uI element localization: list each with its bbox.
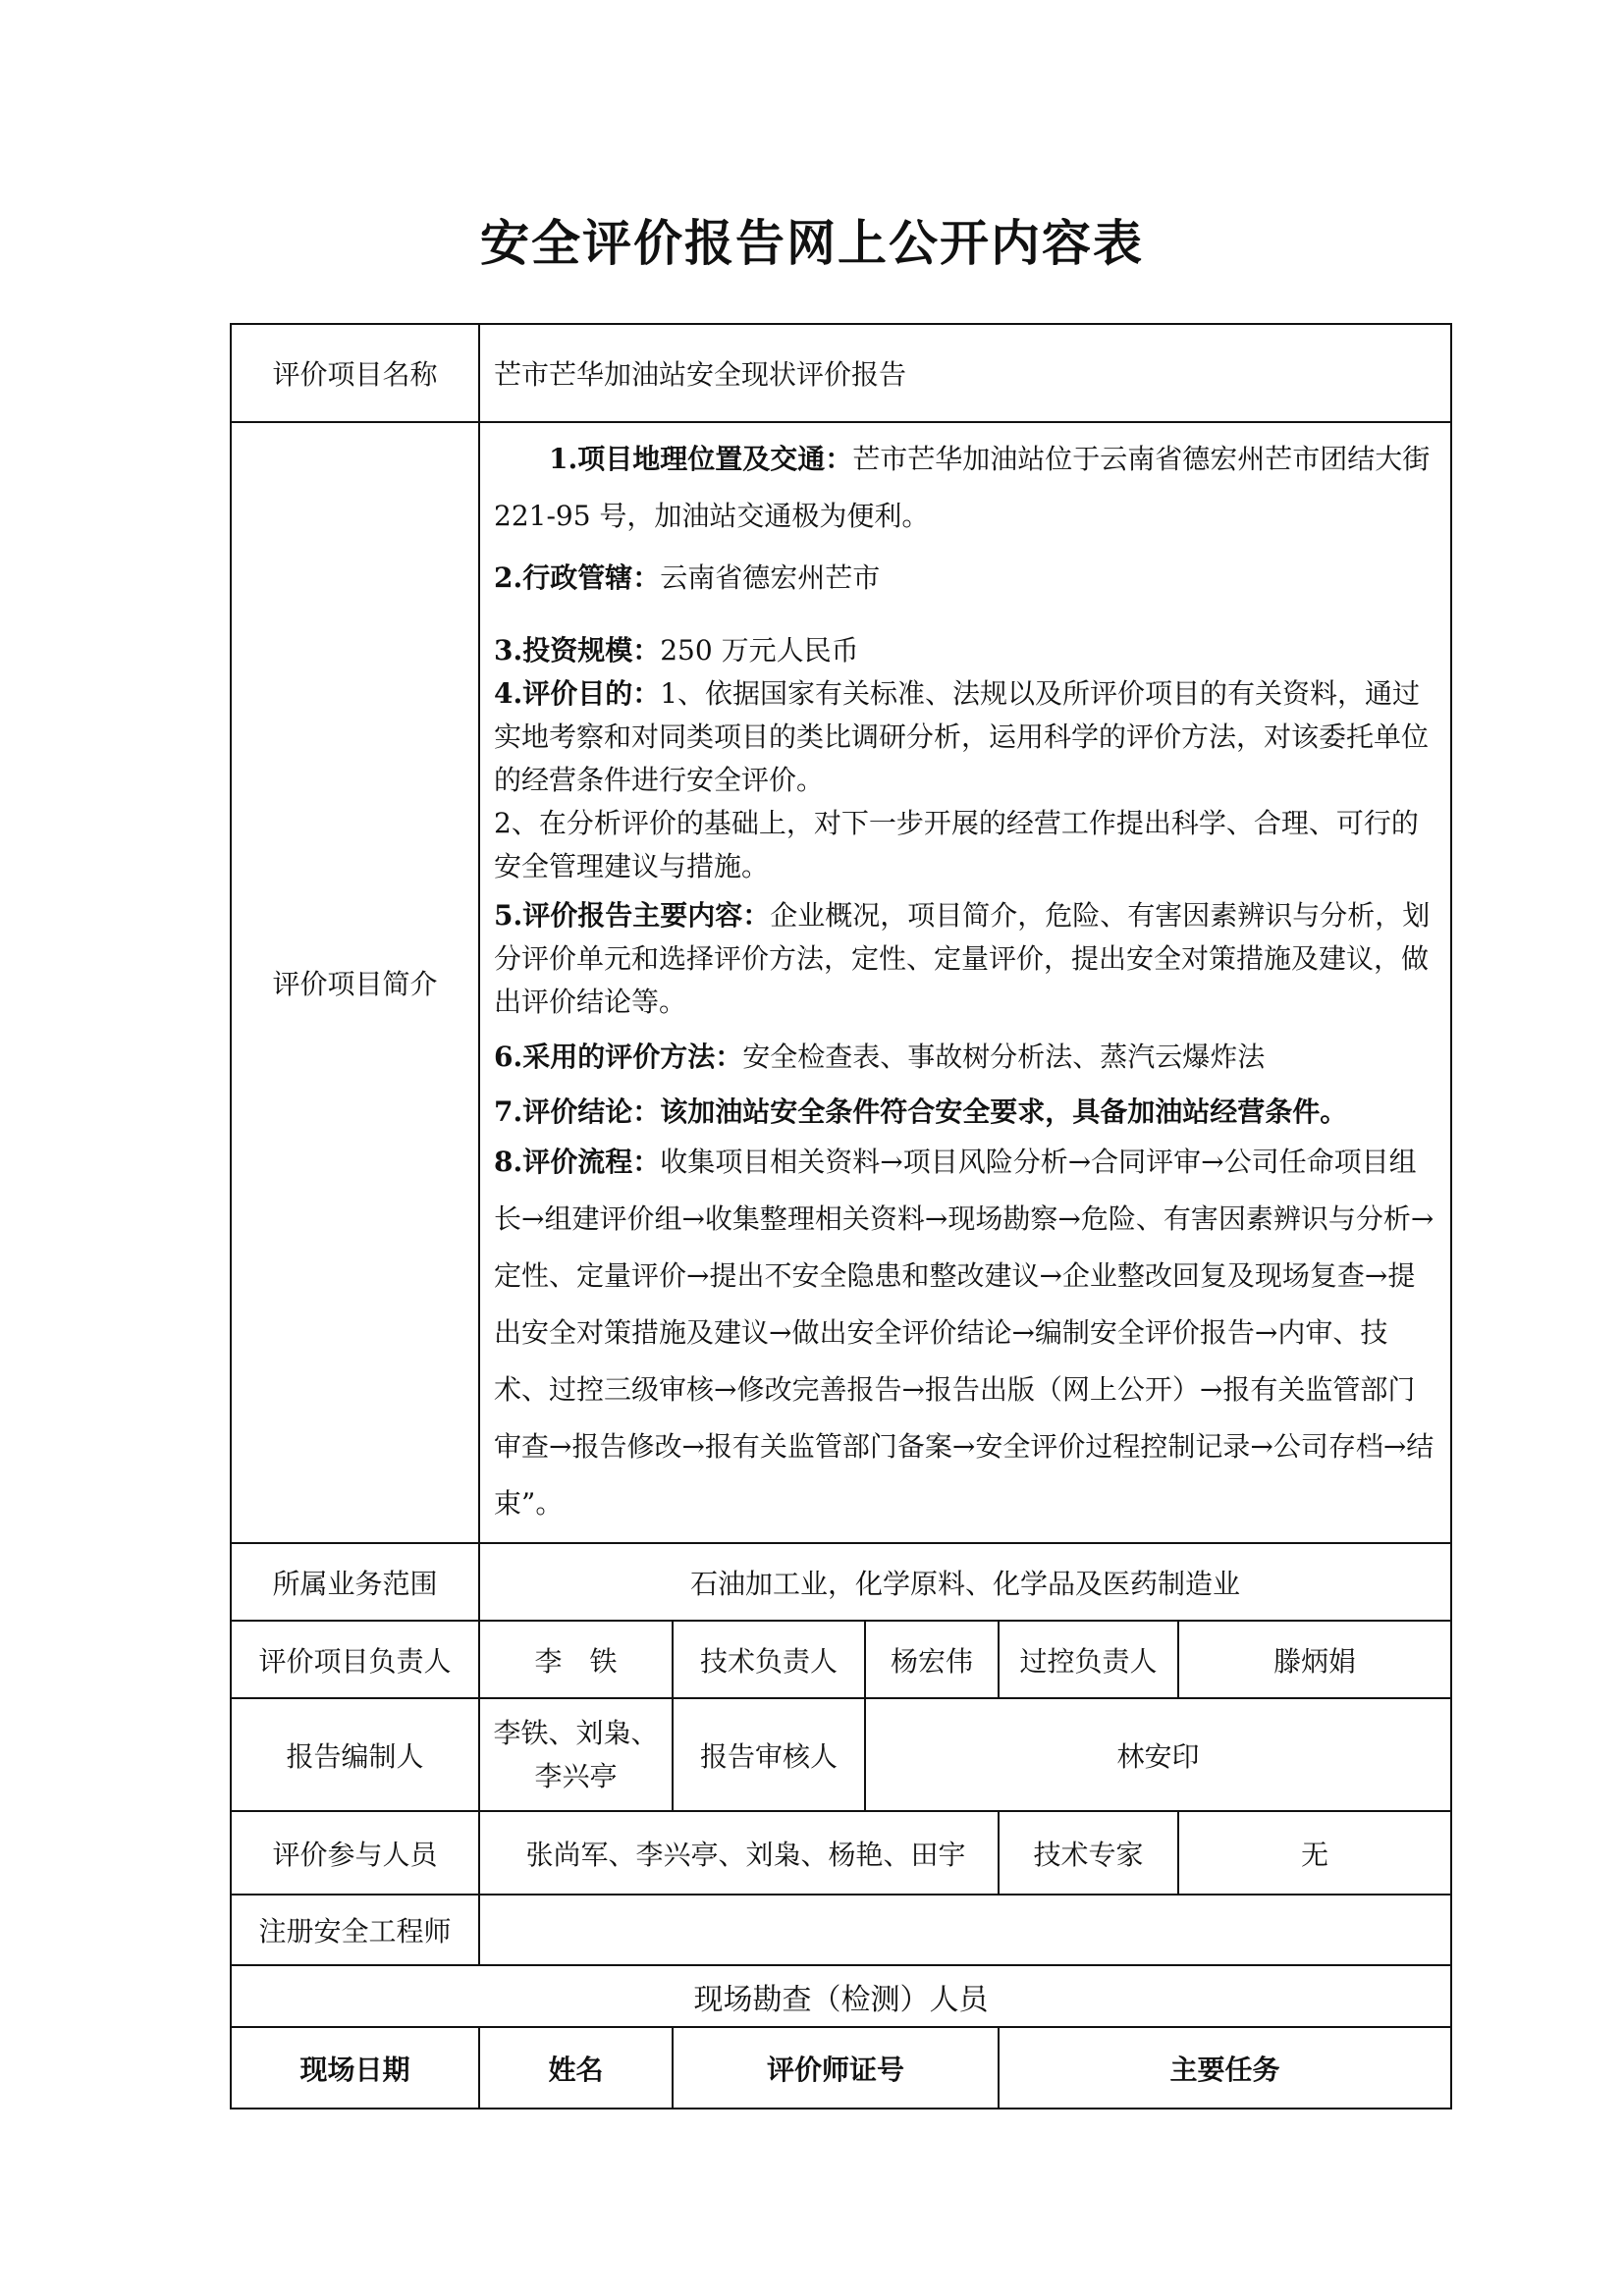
intro-p7-text: 该加油站安全条件符合安全要求，具备加油站经营条件。 xyxy=(660,1095,1348,1128)
disclosure-table xyxy=(230,323,1452,2109)
intro-p2-head: 2.行政管辖： xyxy=(494,561,661,594)
engineer-value xyxy=(479,1895,1451,1965)
table-row xyxy=(231,1543,1451,1621)
table-row xyxy=(231,1621,1451,1698)
intro-p5-text: 企业概况，项目简介，危险、有害因素辨识与分析，划分评价单元和选择评价方法，定性、定量评价，提出安全对策措施及建议，做出评价结论等。 xyxy=(494,899,1431,1018)
compiler-label: 报告编制人 xyxy=(231,1698,479,1811)
intro-p3-head: 3.投资规模： xyxy=(494,634,661,667)
compiler-value: 李铁、刘枭、李兴亭 xyxy=(479,1698,673,1811)
participants-value: 张尚军、李兴亭、刘枭、杨艳、田宇 xyxy=(479,1811,999,1895)
project-name-label: 评价项目名称 xyxy=(231,324,479,422)
survey-header-date: 现场日期 xyxy=(231,2027,479,2109)
expert-value: 无 xyxy=(1178,1811,1451,1895)
reviewer-value: 林安印 xyxy=(865,1698,1451,1811)
intro-p1-head: 1.项目地理位置及交通： xyxy=(549,443,853,475)
engineer-label: 注册安全工程师 xyxy=(231,1895,479,1965)
intro-p6-head: 6.采用的评价方法： xyxy=(494,1041,743,1073)
disclosure-table-container xyxy=(230,323,1450,2109)
process-control-label: 过控负责人 xyxy=(999,1621,1178,1698)
participants-label: 评价参与人员 xyxy=(231,1811,479,1895)
table-row xyxy=(231,324,1451,422)
table-row xyxy=(231,1965,1451,2027)
reviewer-label: 报告审核人 xyxy=(673,1698,865,1811)
table-row xyxy=(231,1811,1451,1895)
survey-section-title: 现场勘查（检测）人员 xyxy=(231,1965,1451,2027)
survey-header-name: 姓名 xyxy=(479,2027,673,2109)
survey-header-row xyxy=(231,2027,1451,2109)
intro-p4b-text: 2、在分析评价的基础上，对下一步开展的经营工作提出科学、合理、可行的安全管理建议与措施。 xyxy=(494,807,1419,882)
intro-p8-head: 8.评价流程： xyxy=(494,1146,661,1178)
tech-leader-value: 杨宏伟 xyxy=(865,1621,999,1698)
survey-header-cert: 评价师证号 xyxy=(673,2027,999,2109)
process-control-value: 滕炳娟 xyxy=(1178,1621,1451,1698)
intro-p4-text: 1、依据国家有关标准、法规以及所评价项目的有关资料，通过实地考察和对同类项目的类比调研分析，运用科学的评价方法，对该委托单位的经营条件进行安全评价。 xyxy=(494,677,1430,796)
intro-label: 评价项目简介 xyxy=(231,422,479,1543)
tech-leader-label: 技术负责人 xyxy=(673,1621,865,1698)
intro-content xyxy=(479,422,1451,1543)
intro-p5-head: 5.评价报告主要内容： xyxy=(494,899,771,932)
table-row xyxy=(231,1895,1451,1965)
intro-p4-head: 4.评价目的： xyxy=(494,677,661,710)
intro-p8-text: 收集项目相关资料→项目风险分析→合同评审→公司任命项目组长→组建评价组→收集整理相关资料→现场勘察→危险、有害因素辨识与分析→定性、定量评价→提出不安全隐患和整改建议→企业整改回复及现场复查→提出安全对策措施及建议→做出安全评价结论→编制安全评价报告→内审、技术、过控三级审核→修改完善报告→报告出版（网上公开）→报有关监管部门审查→报告修改→报有关监管部门备案→安全评价过程控制记录→公司存档→结束”。 xyxy=(494,1146,1435,1520)
intro-p6-text: 安全检查表、事故树分析法、蒸汽云爆炸法 xyxy=(742,1041,1266,1073)
intro-p3-text: 250 万元人民币 xyxy=(660,634,859,667)
survey-header-task: 主要任务 xyxy=(999,2027,1451,2109)
page-title: 安全评价报告网上公开内容表 xyxy=(480,214,1144,272)
table-row xyxy=(231,1698,1451,1811)
table-row xyxy=(231,422,1451,1543)
expert-label: 技术专家 xyxy=(999,1811,1178,1895)
leader-label: 评价项目负责人 xyxy=(231,1621,479,1698)
business-scope-label: 所属业务范围 xyxy=(231,1543,479,1621)
project-name-value: 芒市芒华加油站安全现状评价报告 xyxy=(479,324,1451,422)
leader-value: 李 铁 xyxy=(479,1621,673,1698)
intro-p1-text: 芒市芒华加油站位于云南省德宏州芒市团结大街 221-95 号，加油站交通极为便利。 xyxy=(494,443,1431,532)
intro-p7-head: 7.评价结论： xyxy=(494,1095,661,1128)
intro-p2-text: 云南省德宏州芒市 xyxy=(660,561,881,594)
business-scope-value: 石油加工业，化学原料、化学品及医药制造业 xyxy=(479,1543,1451,1621)
